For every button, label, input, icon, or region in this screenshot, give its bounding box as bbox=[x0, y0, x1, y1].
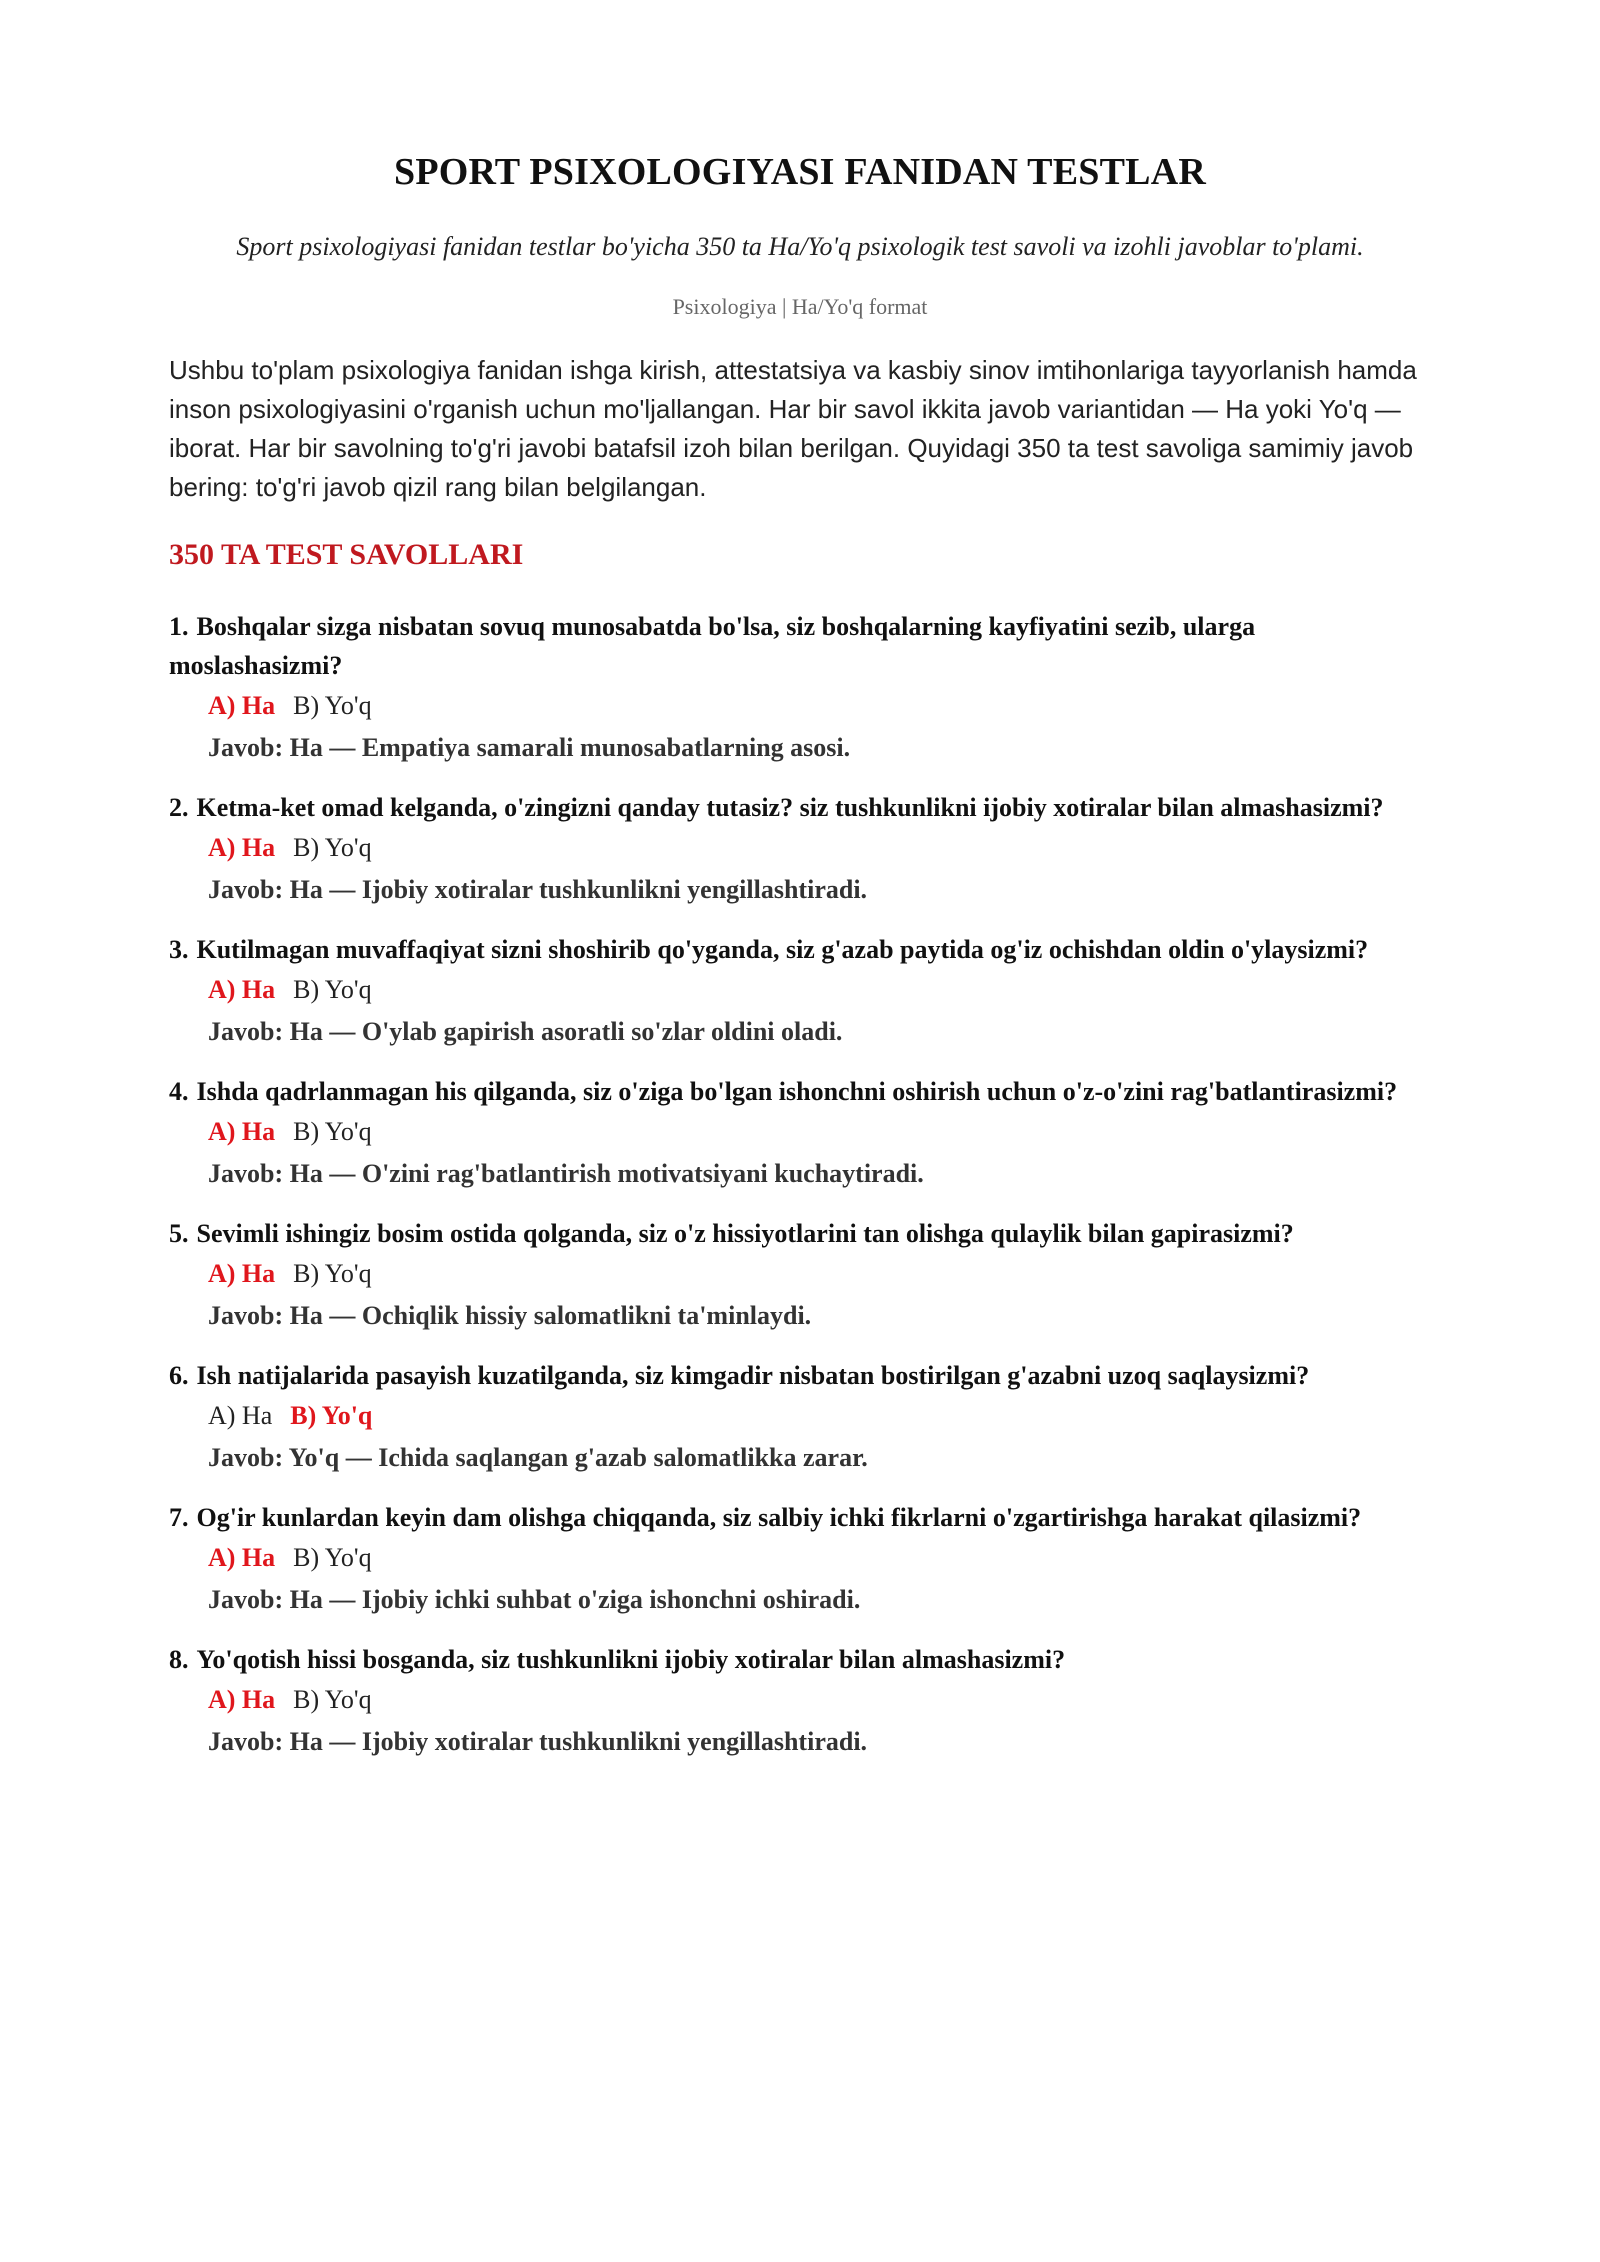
option-a[interactable]: A) Ha bbox=[208, 1259, 276, 1288]
question-text: Yo'qotish hissi bosganda, siz tushkunlikni ijobiy xotiralar bilan almashasizmi? bbox=[196, 1645, 1066, 1674]
question-text-block bbox=[169, 1072, 1431, 1111]
answer-explanation: Javob: Ha — Empatiya samarali munosabatlarning asosi. bbox=[208, 733, 851, 762]
question-number: 1. bbox=[169, 612, 189, 641]
question-item bbox=[169, 930, 1431, 1053]
option-b[interactable]: B) Yo'q bbox=[293, 1259, 372, 1288]
answer-options bbox=[208, 827, 1431, 869]
option-a[interactable]: A) Ha bbox=[208, 691, 276, 720]
question-text-block bbox=[169, 1640, 1431, 1679]
question-text-block bbox=[169, 788, 1431, 827]
question-number: 6. bbox=[169, 1361, 189, 1390]
answer-explanation: Javob: Ha — Ijobiy ichki suhbat o'ziga ishonchni oshiradi. bbox=[208, 1585, 861, 1614]
option-a[interactable]: A) Ha bbox=[208, 1543, 276, 1572]
question-item bbox=[169, 1356, 1431, 1479]
answer-options bbox=[208, 1111, 1431, 1153]
answer-options bbox=[208, 1679, 1431, 1721]
question-text: Ish natijalarida pasayish kuzatilganda, siz kimgadir nisbatan bostirilgan g'azabni uzoq saqlaysizmi? bbox=[196, 1361, 1310, 1390]
question-number: 7. bbox=[169, 1503, 189, 1532]
option-b[interactable]: B) Yo'q bbox=[293, 1543, 372, 1572]
question-item bbox=[169, 1214, 1431, 1337]
page-subtitle: Sport psixologiyasi fanidan testlar bo'yicha 350 ta Ha/Yo'q psixologik test savoli va izohli javoblar to'plami. bbox=[236, 232, 1364, 261]
option-a[interactable]: A) Ha bbox=[208, 975, 276, 1004]
answer-options bbox=[208, 1253, 1431, 1295]
question-text-block bbox=[169, 1214, 1431, 1253]
question-item bbox=[169, 788, 1431, 911]
answer-explanation: Javob: Ha — Ochiqlik hissiy salomatlikni ta'minlaydi. bbox=[208, 1301, 812, 1330]
question-number: 2. bbox=[169, 793, 189, 822]
document-page bbox=[169, 150, 1431, 1782]
answer-options bbox=[208, 1395, 1431, 1437]
answer-explanation: Javob: Ha — Ijobiy xotiralar tushkunlikni yengillashtiradi. bbox=[208, 875, 868, 904]
question-text-block bbox=[169, 930, 1431, 969]
option-a[interactable]: A) Ha bbox=[208, 1685, 276, 1714]
answer-options bbox=[208, 1537, 1431, 1579]
page-title: SPORT PSIXOLOGIYASI FANIDAN TESTLAR bbox=[394, 151, 1206, 193]
question-text-block bbox=[169, 1498, 1431, 1537]
answer-options bbox=[208, 969, 1431, 1011]
option-b[interactable]: B) Yo'q bbox=[293, 691, 372, 720]
question-text: Boshqalar sizga nisbatan sovuq munosabatda bo'lsa, siz boshqalarning kayfiyatini sezib, ularga moslashasizmi? bbox=[169, 612, 1256, 680]
question-item bbox=[169, 1498, 1431, 1621]
question-number: 3. bbox=[169, 935, 189, 964]
question-text-block bbox=[169, 1356, 1431, 1395]
option-a[interactable]: A) Ha bbox=[208, 833, 276, 862]
question-number: 5. bbox=[169, 1219, 189, 1248]
option-b[interactable]: B) Yo'q bbox=[290, 1401, 373, 1430]
option-b[interactable]: B) Yo'q bbox=[293, 833, 372, 862]
question-number: 4. bbox=[169, 1077, 189, 1106]
question-item bbox=[169, 1072, 1431, 1195]
answer-explanation: Javob: Yo'q — Ichida saqlangan g'azab salomatlikka zarar. bbox=[208, 1443, 868, 1472]
question-text-block bbox=[169, 607, 1431, 685]
question-text: Ketma-ket omad kelganda, o'zingizni qanday tutasiz? siz tushkunlikni ijobiy xotiralar bilan almashasizmi? bbox=[196, 793, 1384, 822]
question-number: 8. bbox=[169, 1645, 189, 1674]
option-b[interactable]: B) Yo'q bbox=[293, 1117, 372, 1146]
question-text: Ishda qadrlanmagan his qilganda, siz o'ziga bo'lgan ishonchni oshirish uchun o'z-o'zini rag'batlantirasizmi? bbox=[196, 1077, 1398, 1106]
question-text: Og'ir kunlardan keyin dam olishga chiqqanda, siz salbiy ichki fikrlarni o'zgartirishga harakat qilasizmi? bbox=[196, 1503, 1362, 1532]
question-item bbox=[169, 1640, 1431, 1763]
intro-paragraph: Ushbu to'plam psixologiya fanidan ishga kirish, attestatsiya va kasbiy sinov imtihonlariga tayyorlanish hamda inson psixologiyasini o'rganish uchun mo'ljallangan. Har bir savol ikkita javob variantidan — Ha yoki Yo'q — iborat. Har bir savolning to'g'ri javobi batafsil izoh bilan berilgan. Quyidagi 350 ta test savoliga samimiy javob bering: to'g'ri javob qizil rang bilan belgilangan. bbox=[169, 355, 1417, 502]
question-item bbox=[169, 607, 1431, 769]
question-list bbox=[169, 607, 1431, 1763]
option-b[interactable]: B) Yo'q bbox=[293, 1685, 372, 1714]
question-text: Kutilmagan muvaffaqiyat sizni shoshirib qo'yganda, siz g'azab paytida og'iz ochishdan oldin o'ylaysizmi? bbox=[196, 935, 1369, 964]
answer-explanation: Javob: Ha — O'zini rag'batlantirish motivatsiyani kuchaytiradi. bbox=[208, 1159, 924, 1188]
option-a[interactable]: A) Ha bbox=[208, 1117, 276, 1146]
option-a[interactable]: A) Ha bbox=[208, 1401, 273, 1430]
answer-explanation: Javob: Ha — Ijobiy xotiralar tushkunlikni yengillashtiradi. bbox=[208, 1727, 868, 1756]
section-heading: 350 TA TEST SAVOLLARI bbox=[169, 538, 524, 571]
option-b[interactable]: B) Yo'q bbox=[293, 975, 372, 1004]
question-text: Sevimli ishingiz bosim ostida qolganda, siz o'z hissiyotlarini tan olishga qulaylik bilan gapirasizmi? bbox=[196, 1219, 1294, 1248]
category-meta: Psixologiya | Ha/Yo'q format bbox=[672, 294, 928, 319]
answer-explanation: Javob: Ha — O'ylab gapirish asoratli so'zlar oldini oladi. bbox=[208, 1017, 843, 1046]
answer-options bbox=[208, 685, 1431, 727]
